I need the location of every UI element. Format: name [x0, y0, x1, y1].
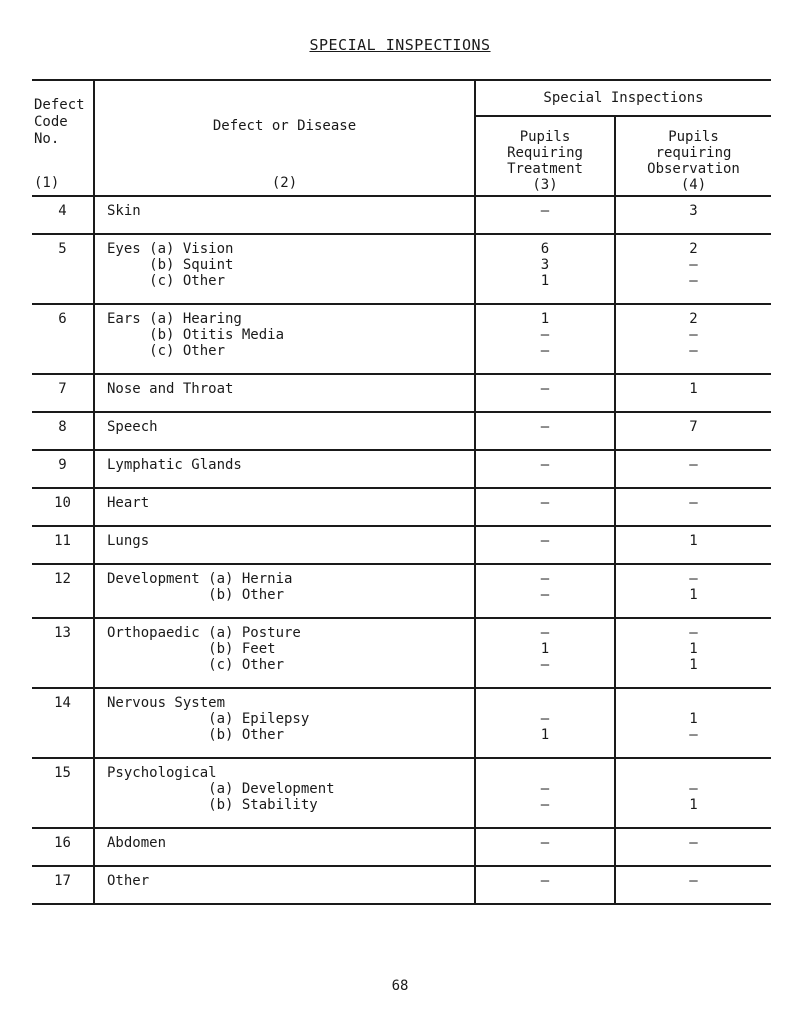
treatment-value-cell-line: –	[540, 625, 550, 641]
treatment-value-cell-line: 1	[540, 311, 550, 327]
table-row	[32, 196, 771, 234]
observation-value-cell-line: –	[689, 781, 698, 797]
defect-description-cell-line: Abdomen	[107, 835, 167, 851]
table-row	[32, 488, 771, 526]
header-treatment-line: Requiring	[507, 145, 583, 161]
treatment-value-cell	[475, 564, 615, 618]
treatment-value-cell	[475, 828, 615, 866]
observation-value-cell-line: 1	[689, 641, 698, 657]
treatment-value-cell-line: –	[540, 835, 550, 851]
observation-value-cell	[615, 688, 771, 758]
observation-value-cell-line: –	[689, 727, 698, 743]
defect-code-cell: 15	[32, 758, 94, 828]
defect-description-cell-line: Speech	[107, 419, 158, 435]
observation-value-cell	[615, 450, 771, 488]
observation-value-cell-line: 1	[689, 657, 698, 673]
treatment-value-cell-line: –	[540, 781, 550, 797]
defect-description-cell	[94, 488, 475, 526]
observation-value-cell-line: 1	[689, 533, 698, 549]
defect-description-cell-line: (b) Other	[107, 727, 285, 743]
header-special-inspections: Special Inspections	[475, 80, 771, 116]
observation-value-cell	[615, 828, 771, 866]
treatment-value-cell-line: –	[540, 419, 550, 435]
defect-description-cell-line: (c) Other	[107, 273, 226, 289]
observation-value-cell-line: –	[689, 327, 698, 343]
defect-code-cell: 13	[32, 618, 94, 688]
table-row	[32, 304, 771, 374]
treatment-value-cell-line: –	[540, 587, 550, 603]
defect-code-cell: 14	[32, 688, 94, 758]
defect-description-cell	[94, 234, 475, 304]
header-observation-line: Pupils	[668, 129, 719, 145]
defect-description-cell-line: (a) Epilepsy	[107, 711, 310, 727]
treatment-value-cell-line: –	[540, 457, 550, 473]
header-defect-label: Defect or Disease	[212, 118, 357, 134]
defect-code-cell: 4	[32, 196, 94, 234]
observation-value-cell-line: 3	[689, 203, 698, 219]
observation-value-cell	[615, 374, 771, 412]
defect-description-cell	[94, 564, 475, 618]
observation-value-cell-line: –	[689, 273, 698, 289]
treatment-value-cell	[475, 374, 615, 412]
observation-value-cell-line: –	[689, 257, 698, 273]
observation-value-cell	[615, 758, 771, 828]
table-row	[32, 412, 771, 450]
defect-description-cell-line: Nervous System	[107, 695, 226, 711]
header-defect-number: (2)	[271, 175, 298, 191]
defect-code-cell: 17	[32, 866, 94, 904]
defect-description-cell-line: Lymphatic Glands	[107, 457, 242, 473]
treatment-value-cell	[475, 688, 615, 758]
header-code-line: Defect	[34, 97, 85, 113]
header-observation-number: (4)	[680, 177, 707, 193]
defect-code-cell: 12	[32, 564, 94, 618]
defect-description-cell-line: (c) Other	[107, 657, 285, 673]
table-row	[32, 526, 771, 564]
treatment-value-cell-line: –	[540, 711, 550, 727]
observation-value-cell	[615, 618, 771, 688]
defect-description-cell	[94, 618, 475, 688]
table-row	[32, 618, 771, 688]
treatment-value-cell-line: 3	[540, 257, 550, 273]
defect-description-cell-line: Skin	[107, 203, 141, 219]
observation-value-cell	[615, 196, 771, 234]
treatment-value-cell-line: 1	[540, 641, 550, 657]
observation-value-cell-line: –	[689, 457, 698, 473]
observation-value-cell-line: –	[689, 571, 698, 587]
treatment-value-cell	[475, 450, 615, 488]
defect-description-cell-line: Nose and Throat	[107, 381, 234, 397]
table-row	[32, 234, 771, 304]
defect-description-cell-line: (b) Otitis Media	[107, 327, 285, 343]
treatment-value-cell-line	[476, 695, 614, 711]
observation-value-cell	[615, 564, 771, 618]
observation-value-cell-line: –	[689, 625, 698, 641]
defect-description-cell-line: Orthopaedic (a) Posture	[107, 625, 301, 641]
header-defect-or-disease	[94, 80, 475, 196]
treatment-value-cell	[475, 412, 615, 450]
observation-value-cell-line: 1	[689, 797, 698, 813]
header-defect-code	[32, 80, 94, 196]
treatment-value-cell-line: –	[540, 533, 550, 549]
defect-code-cell: 6	[32, 304, 94, 374]
defect-description-cell-line: (b) Feet	[107, 641, 276, 657]
observation-value-cell	[615, 488, 771, 526]
defect-description-cell	[94, 758, 475, 828]
observation-value-cell-line	[616, 695, 771, 711]
observation-value-cell-line: 2	[689, 311, 698, 327]
defect-description-cell-line: Eyes (a) Vision	[107, 241, 234, 257]
treatment-value-cell-line: 1	[540, 273, 550, 289]
observation-value-cell	[615, 234, 771, 304]
defect-description-cell-line: (b) Stability	[107, 797, 318, 813]
observation-value-cell	[615, 866, 771, 904]
treatment-value-cell	[475, 618, 615, 688]
observation-value-cell	[615, 526, 771, 564]
observation-value-cell-line: 1	[689, 381, 698, 397]
table-row	[32, 688, 771, 758]
defect-description-cell	[94, 828, 475, 866]
table-row	[32, 374, 771, 412]
header-treatment-line: Treatment	[507, 161, 583, 177]
defect-description-cell-line: (b) Other	[107, 587, 285, 603]
treatment-value-cell	[475, 196, 615, 234]
page-title: SPECIAL INSPECTIONS	[309, 36, 491, 54]
observation-value-cell	[615, 304, 771, 374]
defect-description-cell	[94, 526, 475, 564]
defect-description-cell	[94, 688, 475, 758]
defect-description-cell	[94, 374, 475, 412]
table-row	[32, 828, 771, 866]
treatment-value-cell	[475, 866, 615, 904]
defect-description-cell	[94, 412, 475, 450]
treatment-value-cell-line: –	[540, 203, 550, 219]
defect-description-cell-line: Development (a) Hernia	[107, 571, 293, 587]
defect-description-cell-line: (c) Other	[107, 343, 226, 359]
defect-code-cell: 10	[32, 488, 94, 526]
treatment-value-cell	[475, 304, 615, 374]
observation-value-cell-line: –	[689, 835, 698, 851]
header-pupils-requiring-observation	[615, 116, 771, 196]
defect-description-cell-line: Other	[107, 873, 150, 889]
table-row	[32, 450, 771, 488]
treatment-value-cell-line: 6	[540, 241, 550, 257]
defect-description-cell	[94, 866, 475, 904]
observation-value-cell	[615, 412, 771, 450]
treatment-value-cell-line: –	[540, 797, 550, 813]
treatment-value-cell	[475, 758, 615, 828]
table-row	[32, 866, 771, 904]
treatment-value-cell-line: –	[540, 381, 550, 397]
special-inspections-table	[32, 79, 771, 905]
treatment-value-cell	[475, 234, 615, 304]
observation-value-cell-line: 1	[689, 587, 698, 603]
observation-value-cell-line	[616, 765, 771, 781]
header-pupils-requiring-treatment	[475, 116, 615, 196]
table-row	[32, 758, 771, 828]
header-code-number: (1)	[34, 175, 60, 191]
table-body	[32, 196, 771, 904]
header-observation-line: requiring	[655, 145, 732, 161]
observation-value-cell-line: 2	[689, 241, 698, 257]
defect-code-cell: 9	[32, 450, 94, 488]
table-row	[32, 564, 771, 618]
defect-code-cell: 11	[32, 526, 94, 564]
treatment-value-cell-line: –	[540, 343, 550, 359]
header-code-line: No.	[34, 131, 60, 147]
defect-description-cell-line: Ears (a) Hearing	[107, 311, 242, 327]
defect-description-cell-line: (b) Squint	[107, 257, 234, 273]
defect-description-cell-line: (a) Development	[107, 781, 335, 797]
observation-value-cell-line: 7	[689, 419, 698, 435]
defect-description-cell-line: Heart	[107, 495, 150, 511]
defect-code-cell: 5	[32, 234, 94, 304]
page-number: 68	[391, 978, 409, 994]
treatment-value-cell-line: –	[540, 873, 550, 889]
defect-code-cell: 16	[32, 828, 94, 866]
treatment-value-cell-line: –	[540, 327, 550, 343]
observation-value-cell-line: –	[689, 873, 698, 889]
treatment-value-cell-line	[476, 765, 614, 781]
defect-description-cell-line: Lungs	[107, 533, 150, 549]
treatment-value-cell	[475, 488, 615, 526]
defect-code-cell: 7	[32, 374, 94, 412]
header-treatment-number: (3)	[532, 177, 558, 193]
observation-value-cell-line: 1	[689, 711, 698, 727]
treatment-value-cell-line: –	[540, 495, 550, 511]
treatment-value-cell	[475, 526, 615, 564]
observation-value-cell-line: –	[689, 343, 698, 359]
observation-value-cell-line: –	[689, 495, 698, 511]
header-treatment-line: Pupils	[519, 129, 571, 145]
treatment-value-cell-line: –	[540, 657, 550, 673]
header-code-line: Code	[34, 114, 68, 130]
treatment-value-cell-line: 1	[540, 727, 550, 743]
header-observation-line: Observation	[647, 161, 740, 177]
defect-description-cell	[94, 304, 475, 374]
defect-description-cell-line: Psychological	[107, 765, 217, 781]
defect-description-cell	[94, 450, 475, 488]
defect-description-cell	[94, 196, 475, 234]
treatment-value-cell-line: –	[540, 571, 550, 587]
defect-code-cell: 8	[32, 412, 94, 450]
